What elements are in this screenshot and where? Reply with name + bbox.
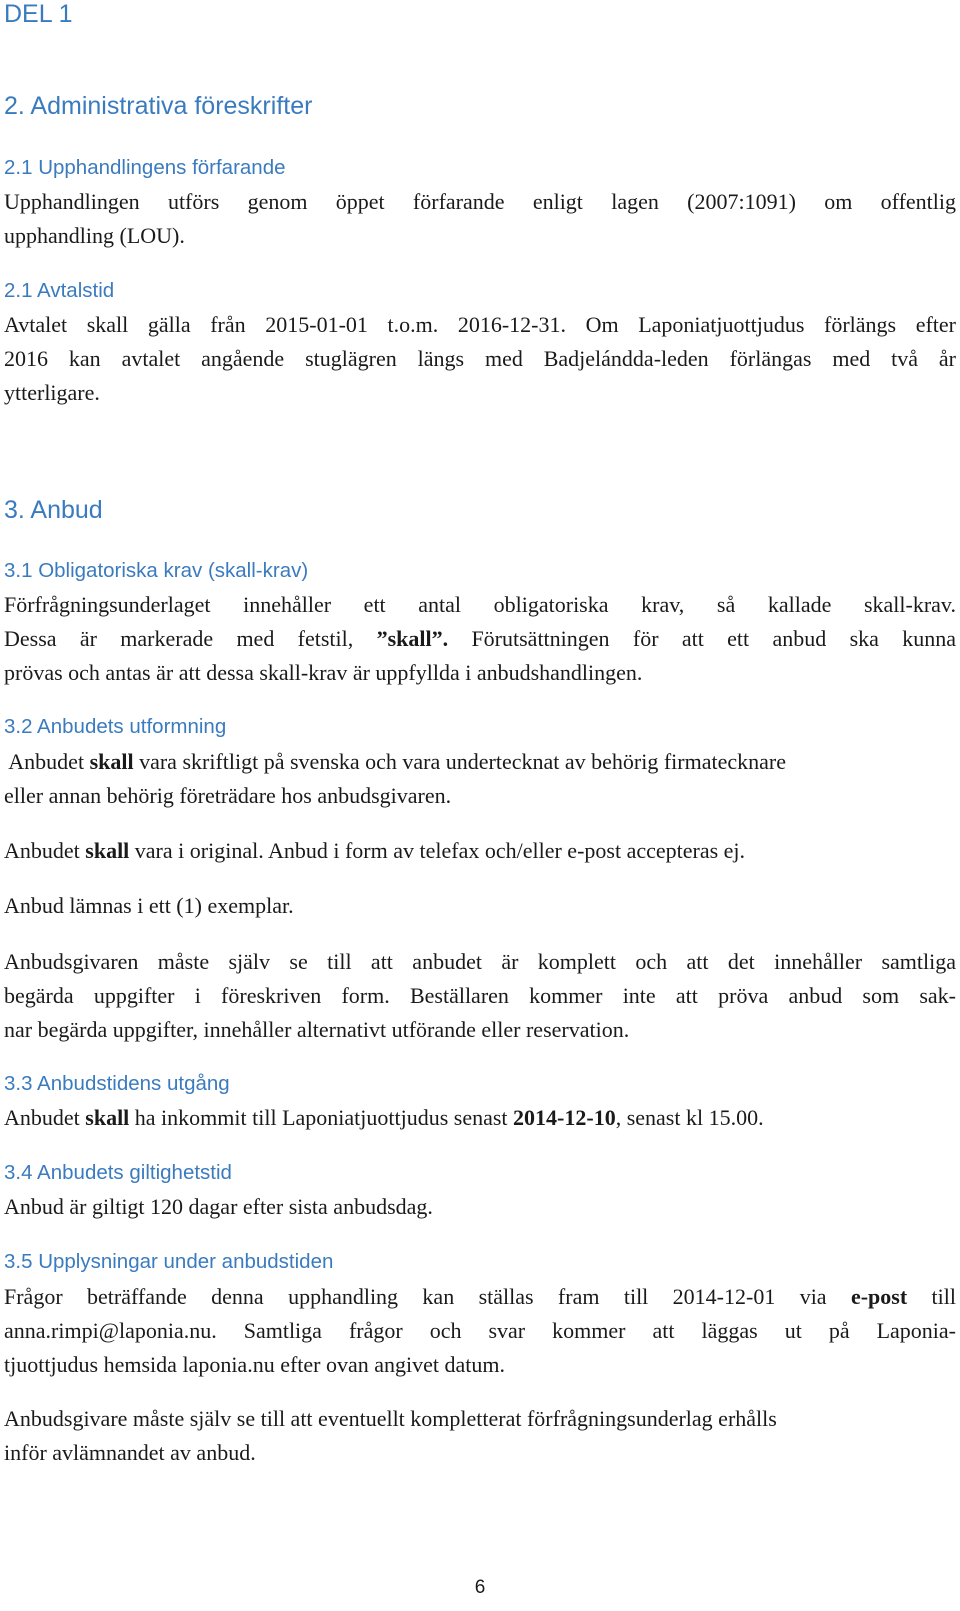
bold-text: skall (85, 838, 130, 863)
section-3-2-paragraph-4 (4, 945, 956, 1047)
part-label: DEL 1 (4, 0, 73, 28)
text-line: Frågor beträffande denna upphandling kan ställas fram till 2014-12-01 via e-post till (4, 1284, 956, 1309)
section-3-2-heading: 3.2 Anbudets utformning (4, 715, 227, 738)
text-line: Anbudet skall vara skriftligt på svenska och vara undertecknat av behörig firmatecknare (4, 749, 786, 774)
section-3-2-paragraph-3 (4, 889, 956, 923)
bold-text: skall (85, 1105, 130, 1130)
section-3-4-paragraph (4, 1190, 956, 1224)
section-3-2-paragraph-1 (4, 745, 956, 813)
text-line: Dessa är markerade med fetstil, ”skall”. Förutsättningen för att ett anbud ska kunna (4, 626, 956, 651)
section-3-5-paragraph-2 (4, 1402, 956, 1470)
text-line: Upphandlingen utförs genom öppet förfarande enligt lagen (2007:1091) om offentlig (4, 189, 956, 214)
bold-text: e-post (850, 1284, 908, 1309)
section-2-title: 2. Administrativa föreskrifter (4, 92, 313, 120)
bold-text: skall (89, 749, 134, 774)
bold-text: 2014-12-10 (513, 1105, 616, 1130)
section-2-1-heading: 2.1 Upphandlingens förfarande (4, 156, 286, 179)
section-2-1-avtalstid-heading: 2.1 Avtalstid (4, 279, 115, 302)
bold-text: ”skall”. (376, 626, 449, 651)
text-line: 2016 kan avtalet angående stuglägren längs med Badjelándda-leden förlängas med två år (4, 346, 956, 371)
section-3-4-heading: 3.4 Anbudets giltighetstid (4, 1161, 232, 1184)
section-3-title: 3. Anbud (4, 496, 103, 524)
text-line: Anbudet skall vara i original. Anbud i form av telefax och/eller e-post accepteras ej. (4, 838, 746, 863)
text-line: inför avlämnandet av anbud. (4, 1440, 256, 1465)
text-line: prövas och antas är att dessa skall-krav är uppfyllda i anbudshandlingen. (4, 660, 643, 685)
section-3-5-heading: 3.5 Upplysningar under anbudstiden (4, 1250, 334, 1273)
text-line: Förfrågningsunderlaget innehåller ett antal obligatoriska krav, så kallade skall-krav. (4, 592, 956, 617)
text-line: Anbud är giltigt 120 dagar efter sista anbudsdag. (4, 1194, 433, 1219)
text-line: Anbudsgivaren måste själv se till att anbudet är komplett och att det innehåller samtliga (4, 949, 956, 974)
section-2-1-paragraph (4, 185, 956, 253)
section-3-1-heading: 3.1 Obligatoriska krav (skall-krav) (4, 559, 309, 582)
text-line: Avtalet skall gälla från 2015-01-01 t.o.m. 2016-12-31. Om Laponiatjuottjudus förlängs efter (4, 312, 956, 337)
text-line: tjuottjudus hemsida laponia.nu efter ovan angivet datum. (4, 1352, 505, 1377)
text-line: eller annan behörig företrädare hos anbudsgivaren. (4, 783, 452, 808)
text-line: anna.rimpi@laponia.nu. Samtliga frågor och svar kommer att läggas ut på Laponia- (4, 1318, 956, 1343)
text-line: nar begärda uppgifter, innehåller alternativt utförande eller reservation. (4, 1017, 630, 1042)
section-3-2-paragraph-2 (4, 834, 956, 868)
text-line: upphandling (LOU). (4, 223, 185, 248)
text-line: begärda uppgifter i föreskriven form. Beställaren kommer inte att pröva anbud som sak- (4, 983, 956, 1008)
section-3-5-paragraph-1 (4, 1280, 956, 1382)
section-3-1-paragraph (4, 588, 956, 690)
text-line: Anbudsgivare måste själv se till att eventuellt kompletterat förfrågningsunderlag erhålls (4, 1406, 777, 1431)
text-line: Anbud lämnas i ett (1) exemplar. (4, 893, 294, 918)
text-line: ytterligare. (4, 380, 100, 405)
section-3-3-paragraph (4, 1101, 956, 1135)
page-number: 6 (474, 1577, 486, 1598)
section-3-3-heading: 3.3 Anbudstidens utgång (4, 1072, 230, 1095)
text-line: Anbudet skall ha inkommit till Laponiatjuottjudus senast 2014-12-10, senast kl 15.00. (4, 1105, 764, 1130)
section-2-1-avtalstid-paragraph (4, 308, 956, 410)
